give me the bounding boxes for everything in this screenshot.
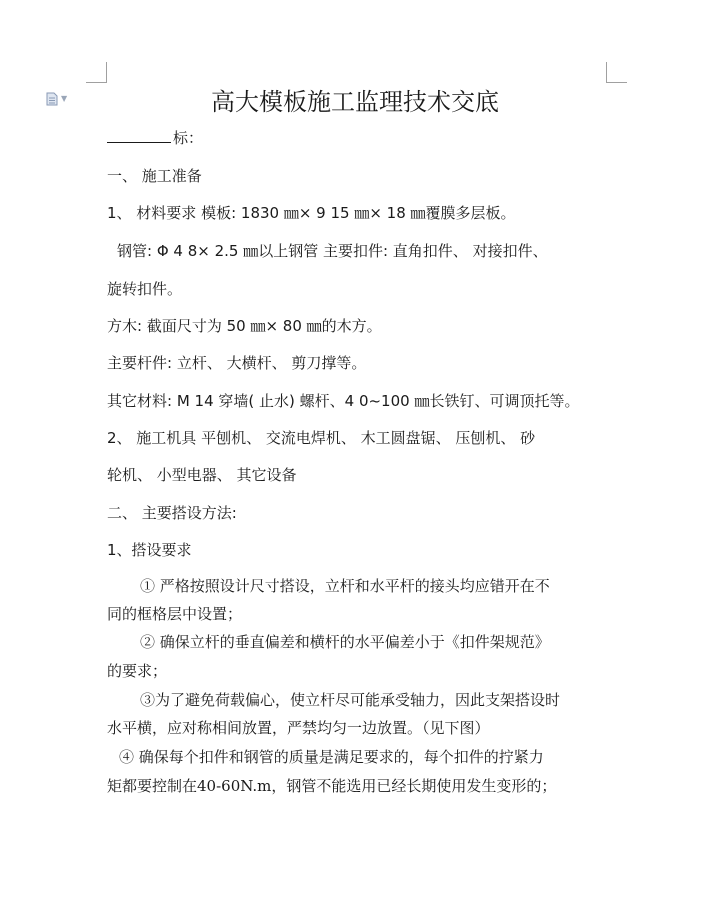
- text-line: 1、搭设要求: [107, 541, 192, 559]
- list-item-text: ③为了避免荷载偏心，使立杆尽可能承受轴力，因此支架搭设时: [140, 691, 561, 709]
- text-line: 钢管: Φ 4 8× 2.5 ㎜以上钢管 主要扣件: 直角扣件、 对接扣件、: [117, 242, 548, 260]
- list-item-text: ④ 确保每个扣件和钢管的质量是满足要求的，每个扣件的拧紧力: [119, 748, 544, 766]
- text-line: 旋转扣件。: [107, 280, 183, 298]
- text-line: 1、 材料要求 模板: 1830 ㎜× 9 15 ㎜× 18 ㎜覆膜多层板。: [107, 204, 516, 222]
- page-corner-mark-top-left: [86, 62, 107, 83]
- list-item-text: 的要求；: [107, 662, 168, 680]
- text-line: 二、 主要搭设方法:: [107, 504, 237, 522]
- text-line: 主要杆件: 立杆、 大横杆、 剪刀撑等。: [107, 354, 367, 372]
- list-item-text: 同的框格层中设置；: [107, 605, 243, 623]
- text-line: 方木: 截面尺寸为 50 ㎜× 80 ㎜的木方。: [107, 317, 382, 335]
- text-line: 轮机、 小型电器、 其它设备: [107, 466, 297, 484]
- blank-fill-line: [107, 128, 171, 143]
- section-label-line: [107, 128, 203, 148]
- list-item-text: ② 确保立杆的垂直偏差和横杆的水平偏差小于《扣件架规范》: [140, 633, 550, 651]
- document-title: 高大模板施工监理技术交底: [211, 88, 499, 116]
- list-item-text: ① 严格按照设计尺寸搭设，立杆和水平杆的接头均应错开在不: [140, 577, 550, 595]
- list-item-text: 矩都要控制在40-60N.m，钢管不能选用已经长期使用发生变形的；: [107, 777, 557, 795]
- section-label: 标：: [173, 129, 204, 147]
- chevron-down-icon: ▼: [61, 94, 68, 103]
- page-corner-mark-top-right: [606, 62, 627, 83]
- text-line: 2、 施工机具 平刨机、 交流电焊机、 木工圆盘锯、 压刨机、 砂: [107, 429, 536, 447]
- text-line: 一、 施工准备: [107, 167, 202, 185]
- text-line: 其它材料: M 14 穿墙( 止水) 螺杆、4 0~100 ㎜长铁钉、可调顶托等。: [107, 392, 580, 410]
- list-item-text: 水平横，应对称相间放置，严禁均匀一边放置。（见下图）: [107, 719, 490, 737]
